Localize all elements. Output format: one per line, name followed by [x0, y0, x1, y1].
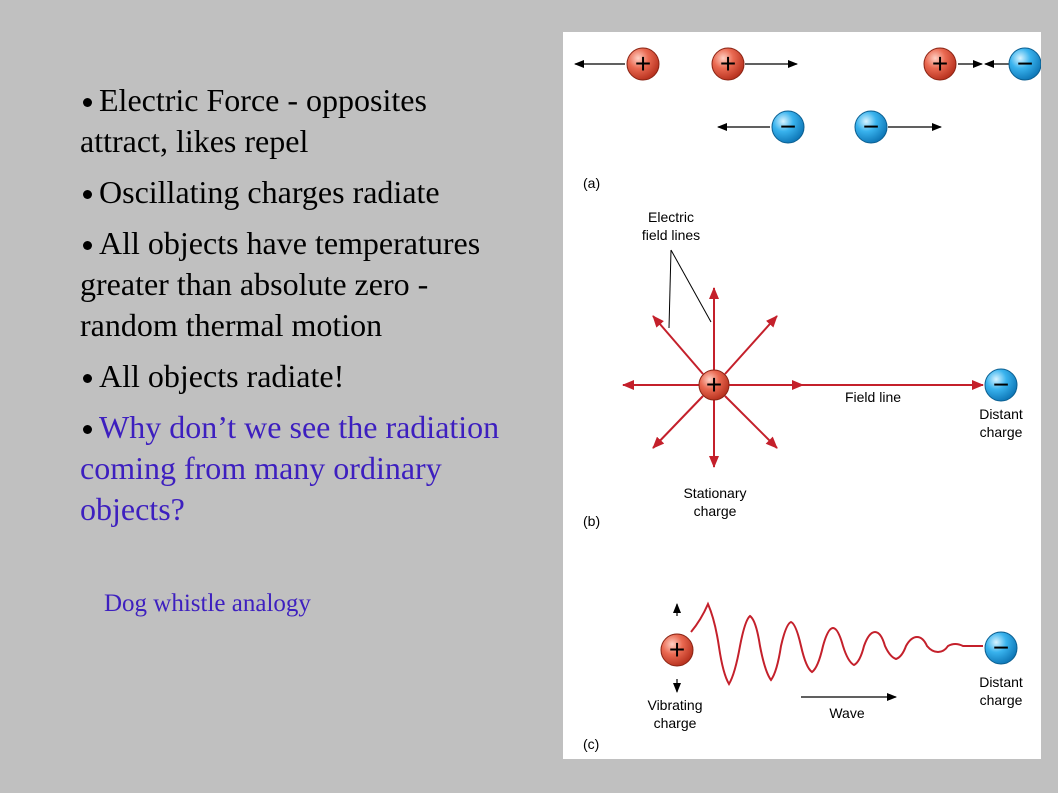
distant-negative-charge — [985, 369, 1017, 401]
panel-b-label: (b) — [583, 513, 601, 529]
negative-charge — [1009, 48, 1041, 80]
minus-sign: − — [779, 111, 797, 142]
bullet-radiate: All objects radiate! — [80, 356, 520, 397]
plus-sign: + — [719, 48, 737, 79]
electric-field-lines-label: field lines — [641, 227, 701, 243]
panel-a — [575, 48, 1041, 191]
field-line-label: Field line — [844, 389, 902, 405]
minus-sign: − — [992, 369, 1010, 400]
bullet-temperatures: All objects have temperatures greater than absolute zero - random thermal motion — [80, 225, 481, 343]
distant-charge-label: charge — [979, 692, 1023, 708]
charge-diagram — [563, 32, 1041, 759]
field-line-arrow — [725, 396, 777, 448]
stationary-charge-label: charge — [693, 503, 737, 519]
distant-charge-label: charge — [979, 424, 1023, 440]
positive-charge — [924, 48, 956, 80]
minus-sign: − — [1016, 48, 1034, 79]
pointer-line — [671, 250, 711, 322]
negative-charge — [772, 111, 804, 143]
panel-c-label: (c) — [583, 736, 600, 752]
negative-charge — [855, 111, 887, 143]
wave-label: Wave — [829, 705, 865, 721]
panel-c — [583, 604, 1023, 752]
plus-sign: + — [705, 369, 723, 400]
field-line-arrow — [725, 316, 777, 374]
wave-line — [691, 604, 983, 684]
pointer-line — [669, 250, 671, 328]
positive-charge — [712, 48, 744, 80]
positive-charge — [627, 48, 659, 80]
bullet-dot — [83, 241, 92, 250]
charge-diagram-svg — [563, 32, 1041, 759]
sub-point-dog-whistle: Dog whistle analogy — [104, 590, 311, 617]
distant-charge-label: Distant — [979, 674, 1023, 690]
panel-b — [583, 209, 1023, 529]
minus-sign: − — [992, 632, 1010, 663]
panel-a-label: (a) — [583, 175, 601, 191]
bullet-question: Why don’t we see the radiation coming from many ordinary objects? — [80, 409, 500, 527]
plus-sign: + — [634, 48, 652, 79]
vibrating-charge-label: Vibrating — [647, 697, 703, 713]
bullet-dot — [83, 374, 92, 383]
distant-charge-label: Distant — [979, 406, 1023, 422]
stationary-positive-charge — [699, 369, 729, 400]
vibrating-charge-label: charge — [653, 715, 697, 731]
bullet-dot — [83, 190, 92, 199]
bullet-dot — [83, 98, 92, 107]
field-lines — [623, 288, 983, 467]
bullet-dot — [83, 425, 92, 434]
electric-field-lines-label: Electric — [648, 209, 694, 225]
plus-sign: + — [931, 48, 949, 79]
vibrating-positive-charge — [661, 634, 693, 666]
field-line-arrow — [653, 396, 703, 448]
stationary-charge-label: Stationary — [683, 485, 747, 501]
minus-sign: − — [862, 111, 880, 142]
plus-sign: + — [668, 634, 686, 665]
bullet-oscillating: Oscillating charges radiate — [80, 172, 520, 213]
distant-negative-charge — [985, 632, 1017, 664]
bullet-electric-force: Electric Force - opposites attract, likes repel — [80, 82, 427, 159]
bullet-list — [80, 80, 520, 540]
field-line-arrow — [653, 316, 703, 374]
